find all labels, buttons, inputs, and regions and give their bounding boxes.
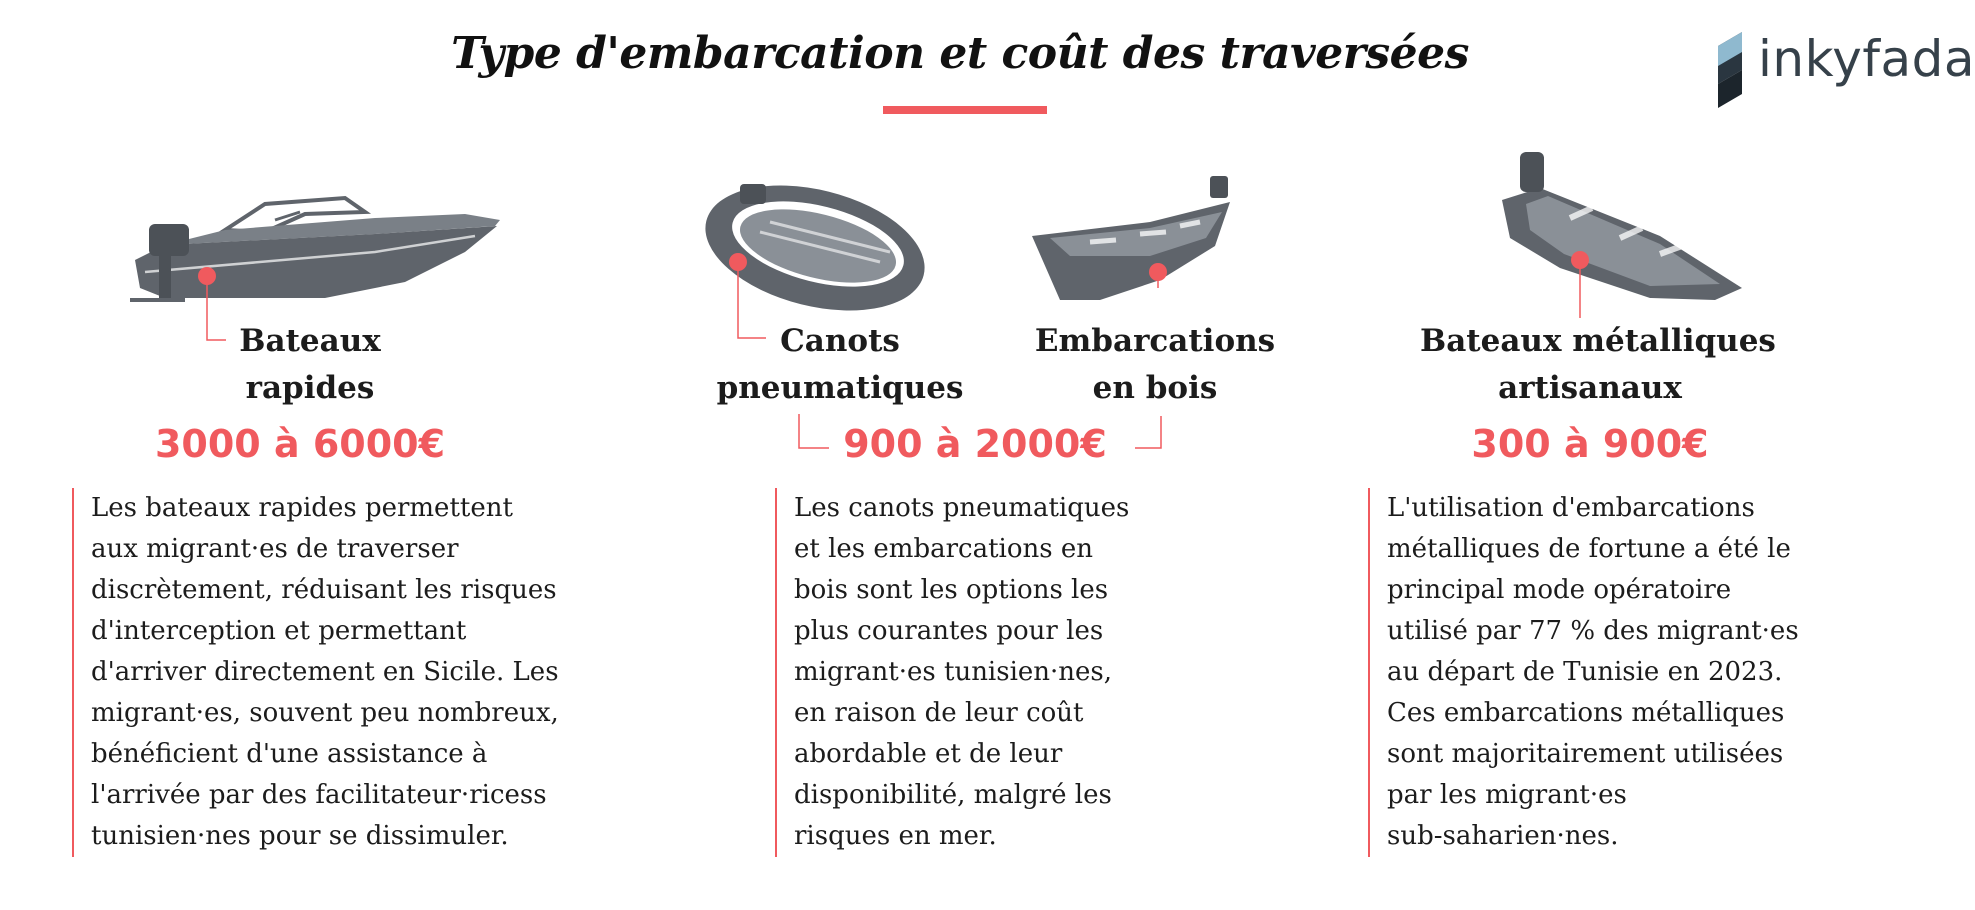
boat-label-wooden <box>1025 318 1285 412</box>
boat-label-metal <box>1420 318 1776 412</box>
price-metal: 300 à 900€ <box>1471 422 1709 466</box>
description-metal <box>1368 488 1799 857</box>
description-line: bénéficient d'une assistance à <box>91 739 488 769</box>
description-line: sont majoritairement utilisées <box>1387 739 1784 769</box>
description-line: migrant·es tunisien·nes, <box>794 657 1113 687</box>
description-line: d'arriver directement en Sicile. Les <box>91 657 559 687</box>
label-line: artisanaux <box>1498 370 1682 406</box>
logo-wordmark: inkyfada <box>1758 30 1975 88</box>
description-line: discrètement, réduisant les risques <box>91 575 557 605</box>
title-underline-bar <box>883 106 1047 114</box>
metal-boat-icon <box>1500 148 1745 308</box>
label-line: Bateaux métalliques <box>1420 323 1776 359</box>
brand-logo <box>1716 30 1975 108</box>
description-line: l'arrivée par des facilitateur·ricess <box>91 780 547 810</box>
description-line: aux migrant·es de traverser <box>91 534 459 564</box>
label-line: Bateaux <box>239 323 381 359</box>
description-line: Les bateaux rapides permettent <box>91 493 513 523</box>
description-line: et les embarcations en <box>794 534 1093 564</box>
description-line: disponibilité, malgré les <box>794 780 1112 810</box>
description-line: Les canots pneumatiques <box>794 493 1130 523</box>
label-line: Embarcations <box>1034 323 1276 359</box>
title-underline <box>883 106 1047 114</box>
description-line: tunisien·nes pour se dissimuler. <box>91 821 509 851</box>
logo-mark-icon <box>1716 32 1746 108</box>
description-line: sub-saharien·nes. <box>1387 821 1619 851</box>
page-title: Type d'embarcation et coût des traversées <box>451 28 1469 79</box>
price-speedboat: 3000 à 6000€ <box>154 422 446 466</box>
description-line: d'interception et permettant <box>91 616 467 646</box>
description-line: bois sont les options les <box>794 575 1109 605</box>
description-line: principal mode opératoire <box>1387 575 1732 605</box>
description-line: en raison de leur coût <box>794 698 1084 728</box>
description-line: risques en mer. <box>794 821 997 851</box>
description-line: métalliques de fortune a été le <box>1387 534 1791 564</box>
inflatable-boat-icon <box>700 170 930 320</box>
speedboat-icon <box>125 190 505 310</box>
wooden-boat-icon <box>1030 172 1240 302</box>
description-line: plus courantes pour les <box>794 616 1104 646</box>
label-line: Canots <box>780 323 900 359</box>
description-line: migrant·es, souvent peu nombreux, <box>91 698 559 728</box>
label-line: en bois <box>1092 370 1218 406</box>
price-inflatable-wooden: 900 à 2000€ <box>843 422 1107 466</box>
description-speedboat <box>72 488 559 857</box>
description-line: au départ de Tunisie en 2023. <box>1387 657 1783 687</box>
label-line: rapides <box>245 370 375 406</box>
description-line: abordable et de leur <box>794 739 1063 769</box>
boat-label-inflatable <box>705 318 975 412</box>
description-line: L'utilisation d'embarcations <box>1387 493 1755 523</box>
description-line: utilisé par 77 % des migrant·es <box>1387 616 1799 646</box>
description-inflatable-wooden <box>775 488 1129 857</box>
label-line: pneumatiques <box>716 370 964 406</box>
boat-label-speedboat <box>205 318 415 412</box>
description-line: par les migrant·es <box>1387 780 1627 810</box>
description-line: Ces embarcations métalliques <box>1387 698 1785 728</box>
